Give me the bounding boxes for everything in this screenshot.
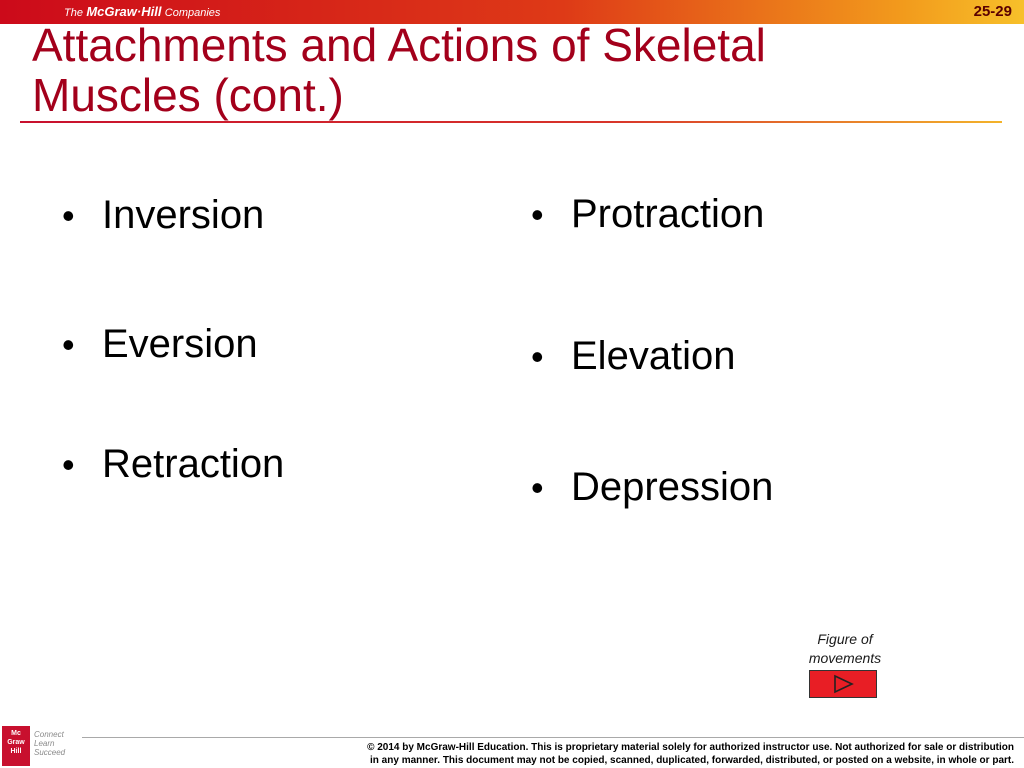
bullet-dot: • (531, 194, 544, 235)
title-line-2: Muscles (cont.) (32, 69, 344, 121)
copyright-line-2: in any manner. This document may not be copied, scanned, duplicated, forwarded, distributed, or posted on a website, in whole or part. (370, 755, 1014, 766)
brand-prefix: The (64, 7, 83, 19)
bullet-item-depression (527, 465, 773, 510)
bullet-item-protraction (527, 192, 764, 237)
bullet-text: Retraction (102, 442, 285, 486)
bullet-dot: • (62, 324, 75, 365)
bullet-dot: • (62, 195, 75, 236)
brand-suffix: Companies (164, 7, 221, 19)
bullet-dot: • (62, 444, 75, 485)
title-divider (20, 121, 1002, 123)
company-brand (64, 4, 220, 19)
figure-link-button[interactable] (809, 670, 877, 698)
bullet-item-elevation (527, 334, 736, 379)
tagline-succeed: Succeed (34, 748, 66, 757)
copyright-notice (314, 741, 1014, 767)
brand-name: McGraw·Hill (86, 4, 162, 19)
bullet-dot: • (531, 467, 544, 508)
slide-number: 25-29 (973, 3, 1012, 20)
bullet-text: Eversion (102, 322, 258, 366)
bullet-text: Protraction (571, 192, 765, 236)
copyright-line-1: © 2014 by McGraw-Hill Education. This is proprietary material solely for authorized instructor use. Not authorized for sale or distribution (367, 742, 1014, 753)
play-triangle-icon (832, 674, 854, 694)
figure-caption (786, 630, 904, 668)
figure-caption-line-1: Figure of (817, 631, 873, 647)
title-line-1: Attachments and Actions of Skeletal (32, 19, 766, 71)
figure-caption-line-2: movements (808, 650, 882, 666)
slide-title (32, 20, 992, 120)
tagline-connect: Connect (34, 730, 64, 739)
bullet-item-inversion (58, 193, 264, 238)
bullet-text: Elevation (571, 334, 736, 378)
bullet-text: Depression (571, 465, 774, 509)
tagline-learn: Learn (34, 739, 55, 748)
bullet-text: Inversion (102, 193, 265, 237)
footer-divider (82, 737, 1024, 738)
mcgraw-hill-logo: Mc Graw Hill (2, 726, 30, 766)
bullet-item-retraction (58, 442, 284, 487)
logo-tagline (34, 730, 84, 757)
bullet-item-eversion (58, 322, 258, 367)
bullet-dot: • (531, 336, 544, 377)
